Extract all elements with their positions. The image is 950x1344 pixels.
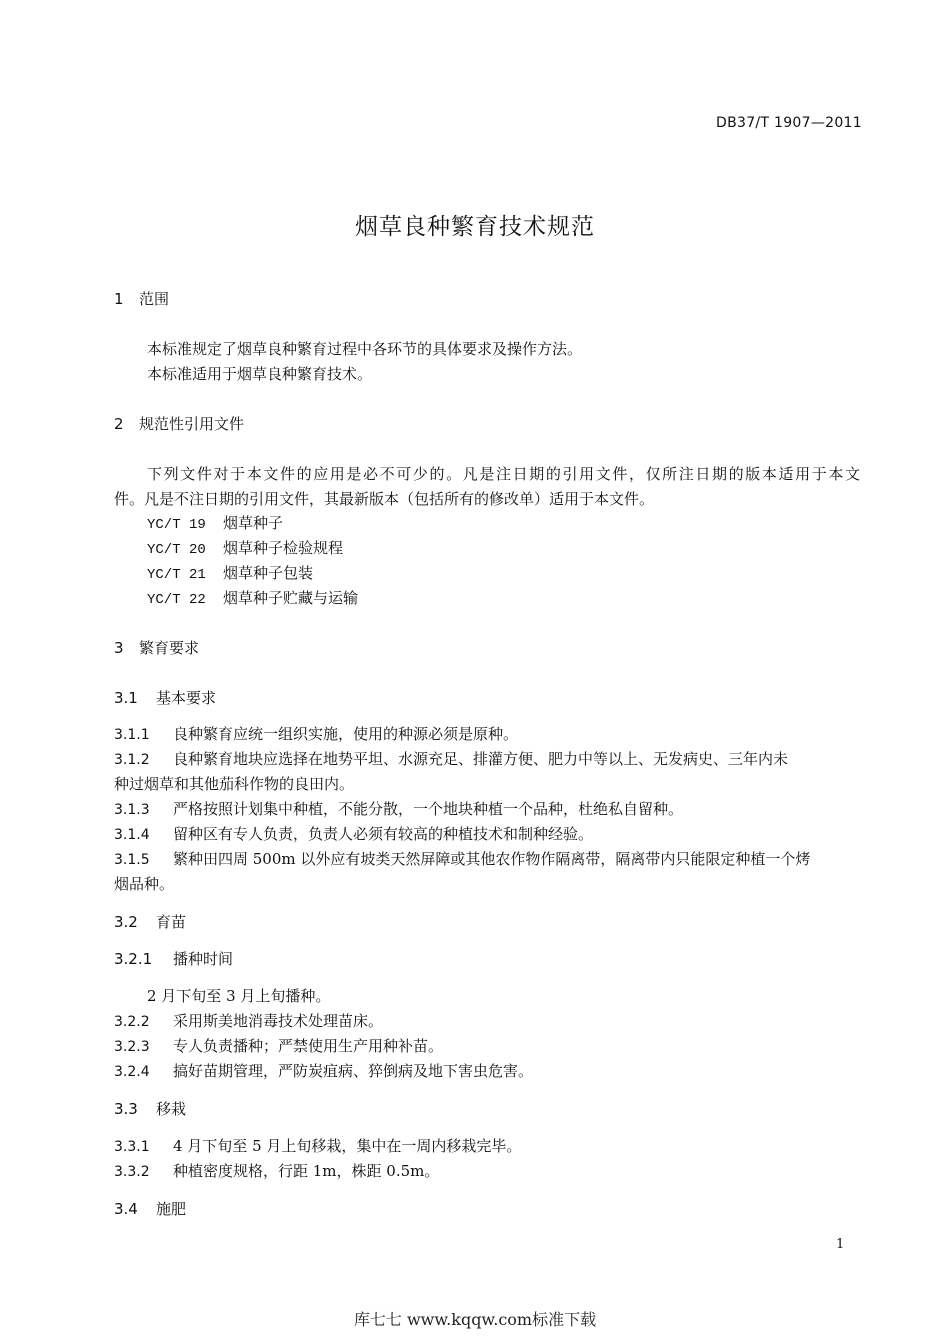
section-title: 范围 xyxy=(139,290,170,308)
clause-item xyxy=(114,1035,443,1056)
clause-item xyxy=(114,1160,439,1181)
reference-title: 烟草种子贮藏与运输 xyxy=(223,589,359,607)
reference-code: YC/T 19 xyxy=(147,517,206,533)
paragraph: 下列文件对于本文件的应用是必不可少的。凡是注日期的引用文件，仅所注日期的版本适用于本文 xyxy=(147,465,860,483)
reference-item xyxy=(147,587,358,608)
clause-number: 3.2.3 xyxy=(114,1039,150,1055)
clause-number: 3.2.2 xyxy=(114,1014,150,1030)
clause-text: 繁种田四周 500m 以外应有坡类天然屏障或其他农作物作隔离带，隔离带内只能限定种植一个烤 xyxy=(173,850,811,868)
section-number: 1 xyxy=(114,290,124,308)
clause-item xyxy=(114,1135,521,1156)
paragraph: 本标准适用于烟草良种繁育技术。 xyxy=(147,365,373,383)
reference-code: YC/T 20 xyxy=(147,542,206,558)
paragraph: 本标准规定了烟草良种繁育过程中各环节的具体要求及操作方法。 xyxy=(147,340,583,358)
clause-number: 3.3.2 xyxy=(114,1164,150,1180)
clause-continuation: 烟品种。 xyxy=(114,875,175,893)
subsection-title: 移栽 xyxy=(156,1100,187,1118)
clause-title: 播种时间 xyxy=(173,950,234,968)
page-number: 1 xyxy=(836,1237,845,1252)
reference-code: YC/T 21 xyxy=(147,567,206,583)
section-2-heading xyxy=(114,413,244,434)
clause-item xyxy=(114,1010,383,1031)
clause-number: 3.2.1 xyxy=(114,950,153,968)
clause-text: 搞好苗期管理，严防炭疽病、猝倒病及地下害虫危害。 xyxy=(173,1062,534,1080)
clause-text: 严格按照计划集中种植，不能分散，一个地块种植一个品种，杜绝私自留种。 xyxy=(173,800,684,818)
reference-code: YC/T 22 xyxy=(147,592,206,608)
clause-item xyxy=(114,823,593,844)
watermark-text: 库七七 www.kqqw.com标准下载 xyxy=(353,1310,597,1329)
clause-text: 留种区有专人负责，负责人必须有较高的种植技术和制种经验。 xyxy=(173,825,594,843)
section-title: 繁育要求 xyxy=(139,639,200,657)
clause-number: 3.1.5 xyxy=(114,852,150,868)
subsection-title: 施肥 xyxy=(156,1200,187,1218)
section-title: 规范性引用文件 xyxy=(139,415,245,433)
section-number: 3 xyxy=(114,639,124,657)
document-title: 烟草良种繁育技术规范 xyxy=(355,214,595,240)
section-1-heading xyxy=(114,288,169,309)
reference-title: 烟草种子检验规程 xyxy=(223,539,344,557)
clause-item xyxy=(114,798,683,819)
document-code: DB37/T 1907—2011 xyxy=(716,115,862,131)
subsection-3-4-heading xyxy=(114,1198,186,1219)
section-3-heading xyxy=(114,637,199,658)
subsection-3-2-heading xyxy=(114,911,186,932)
clause-text: 采用斯美地消毒技术处理苗床。 xyxy=(173,1012,384,1030)
subsection-number: 3.2 xyxy=(114,913,138,931)
clause-item xyxy=(114,848,860,869)
subsection-3-1-heading xyxy=(114,687,216,708)
clause-number: 3.1.3 xyxy=(114,802,150,818)
clause-number: 3.1.1 xyxy=(114,727,150,743)
section-number: 2 xyxy=(114,415,124,433)
subsection-number: 3.1 xyxy=(114,689,138,707)
clause-number: 3.1.2 xyxy=(114,752,150,768)
subsection-3-3-heading xyxy=(114,1098,186,1119)
clause-item xyxy=(114,723,518,744)
paragraph-continuation: 件。凡是不注日期的引用文件，其最新版本（包括所有的修改单）适用于本文件。 xyxy=(114,490,655,508)
clause-text: 4 月下旬至 5 月上旬移栽，集中在一周内移栽完毕。 xyxy=(173,1137,522,1155)
reference-item xyxy=(147,512,283,533)
subsection-title: 基本要求 xyxy=(156,689,217,707)
subsection-number: 3.4 xyxy=(114,1200,138,1218)
subsection-number: 3.3 xyxy=(114,1100,138,1118)
clause-text: 良种繁育应统一组织实施，使用的种源必须是原种。 xyxy=(173,725,519,743)
reference-item xyxy=(147,562,313,583)
clause-heading-3-2-1 xyxy=(114,948,233,969)
reference-item xyxy=(147,537,343,558)
clause-item xyxy=(114,748,860,769)
subsection-title: 育苗 xyxy=(156,913,187,931)
clause-text: 专人负责播种；严禁使用生产用种补苗。 xyxy=(173,1037,444,1055)
paragraph: 2 月下旬至 3 月上旬播种。 xyxy=(147,987,331,1005)
clause-text: 良种繁育地块应选择在地势平坦、水源充足、排灌方便、肥力中等以上、无发病史、三年内未 xyxy=(173,750,789,768)
clause-text: 种植密度规格，行距 1m，株距 0.5m。 xyxy=(173,1162,440,1180)
clause-item xyxy=(114,1060,533,1081)
clause-number: 3.2.4 xyxy=(114,1064,150,1080)
clause-number: 3.3.1 xyxy=(114,1139,150,1155)
clause-number: 3.1.4 xyxy=(114,827,150,843)
reference-title: 烟草种子 xyxy=(223,514,284,532)
clause-continuation: 种过烟草和其他茄科作物的良田内。 xyxy=(114,775,355,793)
reference-title: 烟草种子包装 xyxy=(223,564,314,582)
